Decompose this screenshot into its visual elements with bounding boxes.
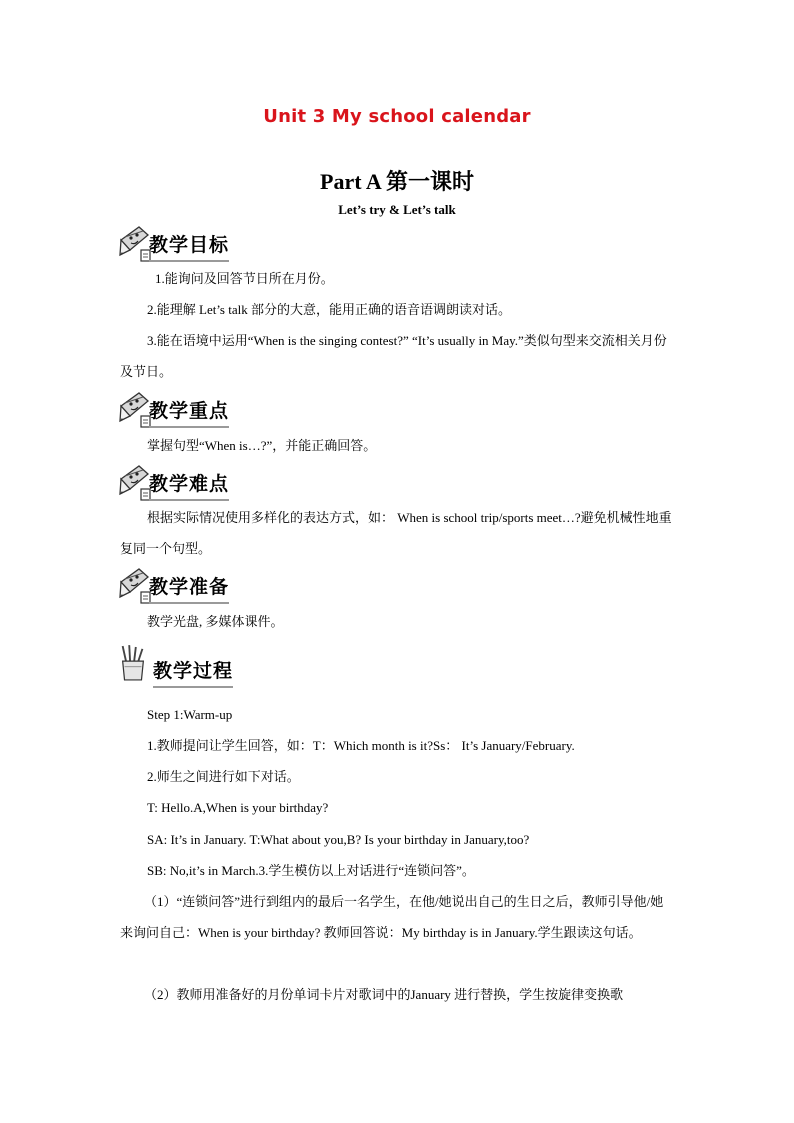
process-line: T: Hello.A,When is your birthday?: [147, 800, 329, 815]
process-line: Step 1:Warm-up: [147, 707, 233, 722]
part-title: Part A 第一课时: [320, 169, 474, 194]
key-points-text: 掌握句型“When is…?”，并能正确回答。: [147, 438, 377, 453]
pencil-mascot-icon: [117, 390, 151, 430]
process-line: SA: It’s in January. T:What about you,B? Is your birthday in January,too?: [147, 832, 530, 847]
section-heading-label: 教学准备: [149, 572, 229, 604]
difficulties-text: 根据实际情况使用多样化的表达方式，如： When is school trip/sports meet…?避免机械性地重复同一个句型。: [120, 510, 672, 556]
process-line: 1.教师提问让学生回答，如：T：Which month is it?Ss： It’s January/February.: [147, 738, 575, 753]
pencil-mascot-icon: [117, 224, 151, 264]
pencil-cup-icon: [117, 642, 149, 684]
section-heading-label: 教学目标: [149, 230, 229, 262]
objective-item-1: 1.能询问及回答节日所在月份。: [155, 271, 334, 286]
section-heading-label: 教学难点: [149, 469, 229, 501]
process-paragraph-2: （2）教师用准备好的月份单词卡片对歌词中的January 进行替换，学生按旋律变换歌: [144, 987, 624, 1002]
process-line: SB: No,it’s in March.3.学生模仿以上对话进行“连锁问答”。: [147, 863, 475, 878]
part-subtitle: Let’s try & Let’s talk: [338, 202, 456, 217]
pencil-mascot-icon: [117, 566, 151, 606]
pencil-mascot-icon: [117, 463, 151, 503]
objective-item-3: 3.能在语境中运用“When is the singing contest?” “It’s usually in May.”类似句型来交流相关月份及节日。: [120, 333, 667, 379]
section-heading-label: 教学重点: [149, 396, 229, 428]
process-paragraph-1: （1）“连锁问答”进行到组内的最后一名学生，在他/她说出自己的生日之后，教师引导他/她来询问自己：When is your birthday? 教师回答说：My birthday is in January.学生跟读这句话。: [120, 894, 664, 940]
section-heading-label: 教学过程: [153, 656, 233, 688]
process-line: 2.师生之间进行如下对话。: [147, 769, 300, 784]
preparation-text: 教学光盘, 多媒体课件。: [147, 614, 284, 629]
unit-title: Unit 3 My school calendar: [263, 106, 531, 127]
objective-item-2: 2.能理解 Let’s talk 部分的大意，能用正确的语音语调朗读对话。: [147, 302, 511, 317]
